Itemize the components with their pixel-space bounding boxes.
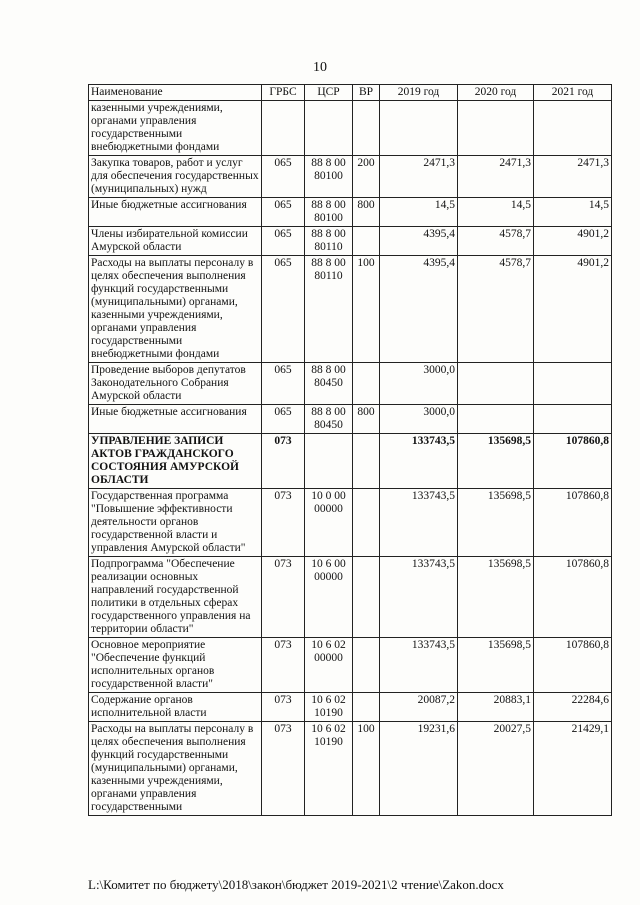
cell-grbs: 073 bbox=[262, 722, 305, 816]
table-row bbox=[89, 405, 612, 434]
cell-2020: 4578,7 bbox=[458, 227, 534, 256]
cell-2020: 135698,5 bbox=[458, 434, 534, 489]
cell-vr bbox=[353, 489, 380, 557]
cell-2019: 14,5 bbox=[380, 198, 458, 227]
cell-2021: 2471,3 bbox=[534, 156, 612, 198]
cell-2020: 20883,1 bbox=[458, 693, 534, 722]
table-row bbox=[89, 693, 612, 722]
cell-name: Содержание органов исполнительной власти bbox=[89, 693, 262, 722]
table-body bbox=[89, 101, 612, 816]
header-vr: ВР bbox=[353, 85, 380, 101]
table-header-row bbox=[89, 85, 612, 101]
cell-vr bbox=[353, 638, 380, 693]
cell-grbs: 073 bbox=[262, 489, 305, 557]
cell-name: УПРАВЛЕНИЕ ЗАПИСИ АКТОВ ГРАЖДАНСКОГО СОСТОЯНИЯ АМУРСКОЙ ОБЛАСТИ bbox=[89, 434, 262, 489]
cell-name: Иные бюджетные ассигнования bbox=[89, 405, 262, 434]
cell-name: Проведение выборов депутатов Законодательного Собрания Амурской области bbox=[89, 363, 262, 405]
cell-vr bbox=[353, 693, 380, 722]
cell-2019 bbox=[380, 101, 458, 156]
cell-csr: 10 6 02 10190 bbox=[305, 722, 353, 816]
table-row bbox=[89, 101, 612, 156]
cell-grbs: 065 bbox=[262, 227, 305, 256]
cell-grbs: 065 bbox=[262, 405, 305, 434]
table-row bbox=[89, 722, 612, 816]
cell-2019: 19231,6 bbox=[380, 722, 458, 816]
cell-2019: 4395,4 bbox=[380, 227, 458, 256]
cell-2019: 133743,5 bbox=[380, 638, 458, 693]
page-number: 10 bbox=[313, 60, 327, 75]
cell-grbs: 073 bbox=[262, 434, 305, 489]
table-row bbox=[89, 156, 612, 198]
cell-grbs bbox=[262, 101, 305, 156]
cell-name: Иные бюджетные ассигнования bbox=[89, 198, 262, 227]
cell-2019: 3000,0 bbox=[380, 363, 458, 405]
cell-vr bbox=[353, 434, 380, 489]
cell-2020 bbox=[458, 363, 534, 405]
cell-2019: 4395,4 bbox=[380, 256, 458, 363]
cell-2021 bbox=[534, 101, 612, 156]
cell-2021: 107860,8 bbox=[534, 434, 612, 489]
cell-csr bbox=[305, 434, 353, 489]
cell-name: Расходы на выплаты персоналу в целях обеспечения выполнения функций государственными (муниципальными) органами, казенными учреждениями, органами управления государственными внебюджетными фондами bbox=[89, 256, 262, 363]
cell-vr: 800 bbox=[353, 198, 380, 227]
cell-2021: 107860,8 bbox=[534, 557, 612, 638]
cell-csr bbox=[305, 101, 353, 156]
cell-csr: 10 6 00 00000 bbox=[305, 557, 353, 638]
header-2019: 2019 год bbox=[380, 85, 458, 101]
cell-2019: 20087,2 bbox=[380, 693, 458, 722]
cell-2020 bbox=[458, 405, 534, 434]
cell-csr: 88 8 00 80100 bbox=[305, 156, 353, 198]
table-row bbox=[89, 557, 612, 638]
table-row bbox=[89, 198, 612, 227]
cell-name: Основное мероприятие "Обеспечение функций исполнительных органов государственной власти" bbox=[89, 638, 262, 693]
cell-2019: 2471,3 bbox=[380, 156, 458, 198]
cell-csr: 88 8 00 80450 bbox=[305, 363, 353, 405]
cell-2020: 4578,7 bbox=[458, 256, 534, 363]
cell-2021 bbox=[534, 405, 612, 434]
header-name: Наименование bbox=[89, 85, 262, 101]
cell-2020: 14,5 bbox=[458, 198, 534, 227]
footer-file-path: L:\Комитет по бюджету\2018\закон\бюджет 2019-2021\2 чтение\Zakon.docx bbox=[88, 877, 504, 892]
cell-2021 bbox=[534, 363, 612, 405]
cell-grbs: 065 bbox=[262, 156, 305, 198]
cell-2019: 133743,5 bbox=[380, 434, 458, 489]
cell-csr: 10 6 02 00000 bbox=[305, 638, 353, 693]
cell-2021: 107860,8 bbox=[534, 489, 612, 557]
table-row bbox=[89, 363, 612, 405]
cell-name: Члены избирательной комиссии Амурской области bbox=[89, 227, 262, 256]
cell-2019: 3000,0 bbox=[380, 405, 458, 434]
table-row bbox=[89, 489, 612, 557]
cell-2021: 4901,2 bbox=[534, 227, 612, 256]
cell-name: Расходы на выплаты персоналу в целях обеспечения выполнения функций государственными (муниципальными) органами, казенными учреждениями, органами управления государственными bbox=[89, 722, 262, 816]
cell-grbs: 065 bbox=[262, 198, 305, 227]
cell-2021: 14,5 bbox=[534, 198, 612, 227]
cell-vr bbox=[353, 363, 380, 405]
cell-2020: 20027,5 bbox=[458, 722, 534, 816]
cell-vr bbox=[353, 227, 380, 256]
cell-vr: 100 bbox=[353, 722, 380, 816]
cell-name: Государственная программа "Повышение эффективности деятельности органов государственной власти и управления Амурской области" bbox=[89, 489, 262, 557]
cell-2019: 133743,5 bbox=[380, 489, 458, 557]
cell-csr: 10 0 00 00000 bbox=[305, 489, 353, 557]
cell-csr: 10 6 02 10190 bbox=[305, 693, 353, 722]
cell-csr: 88 8 00 80100 bbox=[305, 198, 353, 227]
header-2020: 2020 год bbox=[458, 85, 534, 101]
cell-vr bbox=[353, 557, 380, 638]
table-row bbox=[89, 434, 612, 489]
cell-grbs: 073 bbox=[262, 693, 305, 722]
cell-2021: 22284,6 bbox=[534, 693, 612, 722]
cell-2020: 135698,5 bbox=[458, 557, 534, 638]
cell-grbs: 065 bbox=[262, 256, 305, 363]
cell-name: Закупка товаров, работ и услуг для обеспечения государственных (муниципальных) нужд bbox=[89, 156, 262, 198]
header-csr: ЦСР bbox=[305, 85, 353, 101]
table-row bbox=[89, 638, 612, 693]
cell-csr: 88 8 00 80110 bbox=[305, 227, 353, 256]
cell-grbs: 073 bbox=[262, 557, 305, 638]
cell-2020 bbox=[458, 101, 534, 156]
cell-grbs: 073 bbox=[262, 638, 305, 693]
cell-2020: 135698,5 bbox=[458, 638, 534, 693]
cell-vr: 100 bbox=[353, 256, 380, 363]
cell-2021: 21429,1 bbox=[534, 722, 612, 816]
cell-2021: 107860,8 bbox=[534, 638, 612, 693]
cell-2021: 4901,2 bbox=[534, 256, 612, 363]
cell-2019: 133743,5 bbox=[380, 557, 458, 638]
header-grbs: ГРБС bbox=[262, 85, 305, 101]
budget-table bbox=[88, 84, 612, 816]
cell-name: казенными учреждениями, органами управления государственными внебюджетными фондами bbox=[89, 101, 262, 156]
table-row bbox=[89, 256, 612, 363]
cell-2020: 2471,3 bbox=[458, 156, 534, 198]
cell-vr bbox=[353, 101, 380, 156]
cell-2020: 135698,5 bbox=[458, 489, 534, 557]
cell-grbs: 065 bbox=[262, 363, 305, 405]
cell-name: Подпрограмма "Обеспечение реализации основных направлений государственной политики в отдельных сферах государственного управления на территории области" bbox=[89, 557, 262, 638]
header-2021: 2021 год bbox=[534, 85, 612, 101]
cell-vr: 200 bbox=[353, 156, 380, 198]
cell-vr: 800 bbox=[353, 405, 380, 434]
cell-csr: 88 8 00 80110 bbox=[305, 256, 353, 363]
cell-csr: 88 8 00 80450 bbox=[305, 405, 353, 434]
table-row bbox=[89, 227, 612, 256]
